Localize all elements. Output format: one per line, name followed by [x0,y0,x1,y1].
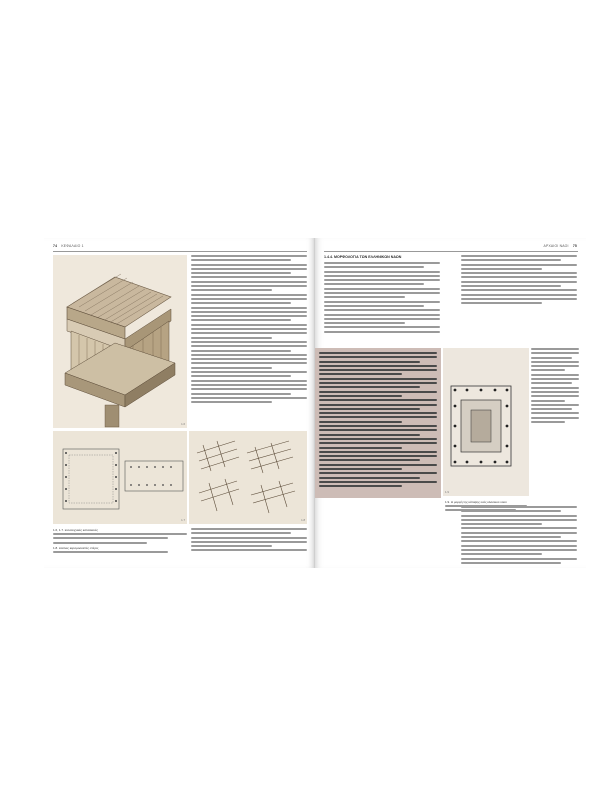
figure-label: 1.6 [181,422,185,426]
highlight-box [315,348,441,498]
left-caption-block [53,528,187,555]
temple-illustration [53,255,187,428]
figure-label: 1.9 [445,490,449,494]
left-page [44,238,315,568]
temple-drawing [53,255,187,428]
left-text-column [191,255,307,405]
figure-margin [519,348,529,496]
section-heading: 1.4.4. ΜΟΡΦΟΛΟΓΙΑ ΤΩΝ ΕΛΛΗΝΙΚΩΝ ΝΑΩΝ [324,255,402,259]
caption-2: 1.8. Ξύλινες κεραμοσκεπές στέγες [53,545,99,550]
caption-1: 1.6, 1.7. Ξυλοτεχνικές κατασκευές [53,528,98,532]
right-text-column-4 [461,506,577,566]
highlight-box-text [319,352,437,490]
plan-illustration [53,431,187,524]
right-page-number: 75 [572,244,577,248]
right-caption: 1.9. Η μορφή της κάτοψης ενός κλασικού ναού [445,500,507,504]
right-text-column-3 [531,348,579,425]
left-text-column-2 [191,528,307,554]
book-spread [44,238,586,568]
right-running-head [544,244,577,248]
temple-plan-drawing [443,348,519,496]
right-header-rule [324,251,578,252]
right-page [315,238,586,568]
temple-plan-illustration [443,348,519,496]
left-page-number: 74 [53,244,58,248]
left-running-head-title: ΚΕΦΑΛΑΙΟ 1 [61,244,84,248]
figure-label: 1.8 [301,518,305,522]
left-header-rule [53,251,307,252]
plan-drawing [53,431,187,524]
right-text-column-2 [461,255,577,307]
beams-drawing [189,431,307,524]
left-running-head [53,244,84,248]
right-running-head-title: ΑΡΧΑΙΟΙ ΝΑΟΙ [543,244,569,248]
right-text-column-1 [324,262,440,335]
beams-illustration [189,431,307,524]
figure-label: 1.7 [181,518,185,522]
